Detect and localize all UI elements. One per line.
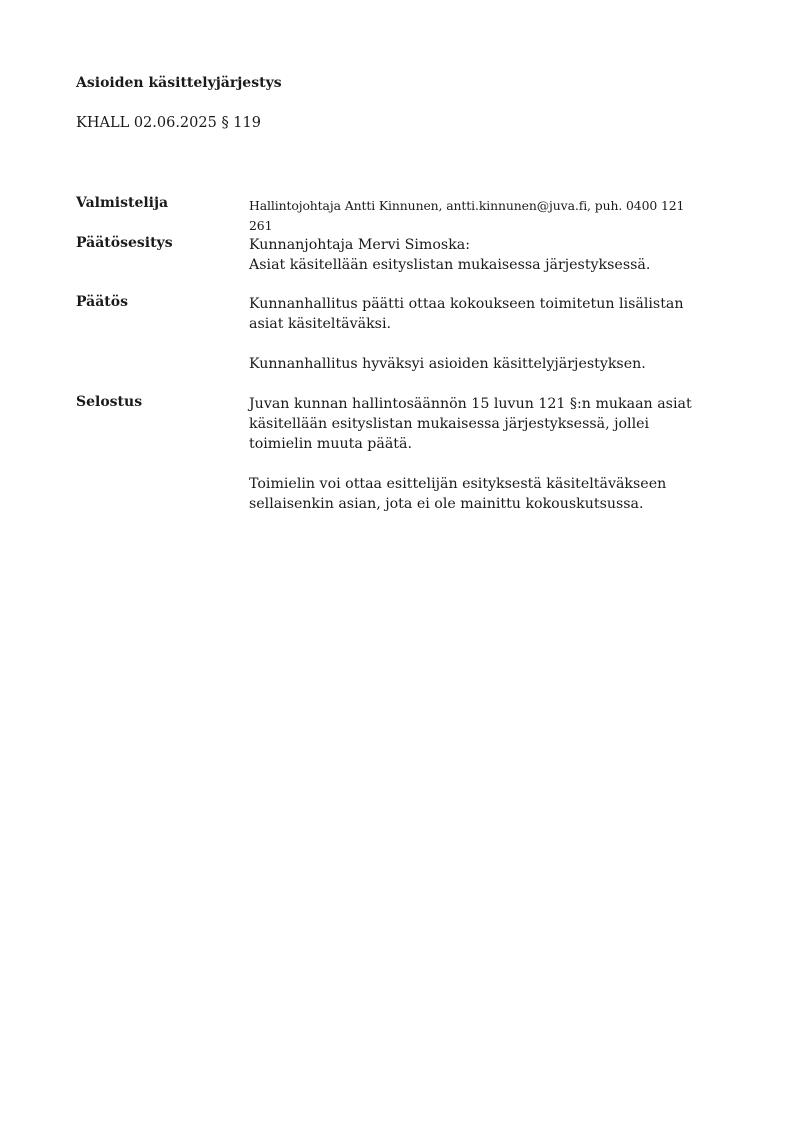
- section-paragraph: Kunnanhallitus päätti ottaa kokoukseen toimitetun lisälistan asiat käsiteltäväksi.: [249, 296, 684, 332]
- section-content: [249, 294, 704, 374]
- section-paragraph: Juvan kunnan hallintosäännön 15 luvun 121 §:n mukaan asiat käsitellään esityslistan mukaisessa järjestyksessä, jollei toimielin muuta päätä.: [249, 396, 692, 452]
- document-title: Asioiden käsittelyjärjestys: [76, 75, 282, 91]
- meeting-reference: KHALL 02.06.2025 § 119: [76, 115, 261, 131]
- section-label: Valmistelija: [76, 195, 169, 211]
- section-paragraph: Hallintojohtaja Antti Kinnunen, antti.kinnunen@juva.fi, puh. 0400 121 261: [249, 198, 685, 233]
- section-content: [249, 196, 704, 236]
- section-content: [249, 235, 704, 275]
- section-paragraph: Kunnanhallitus hyväksyi asioiden käsittelyjärjestyksen.: [249, 356, 646, 372]
- section-content: [249, 394, 704, 514]
- section-label: Päätösesitys: [76, 235, 173, 251]
- section-paragraph: Toimielin voi ottaa esittelijän esityksestä käsiteltäväkseen sellaisenkin asian, jota ei ole mainittu kokouskutsussa.: [249, 476, 667, 512]
- section-paragraph: Kunnanjohtaja Mervi Simoska: Asiat käsitellään esityslistan mukaisessa järjestyksessä.: [249, 237, 651, 273]
- section-label: Selostus: [76, 394, 143, 410]
- section-label: Päätös: [76, 294, 128, 310]
